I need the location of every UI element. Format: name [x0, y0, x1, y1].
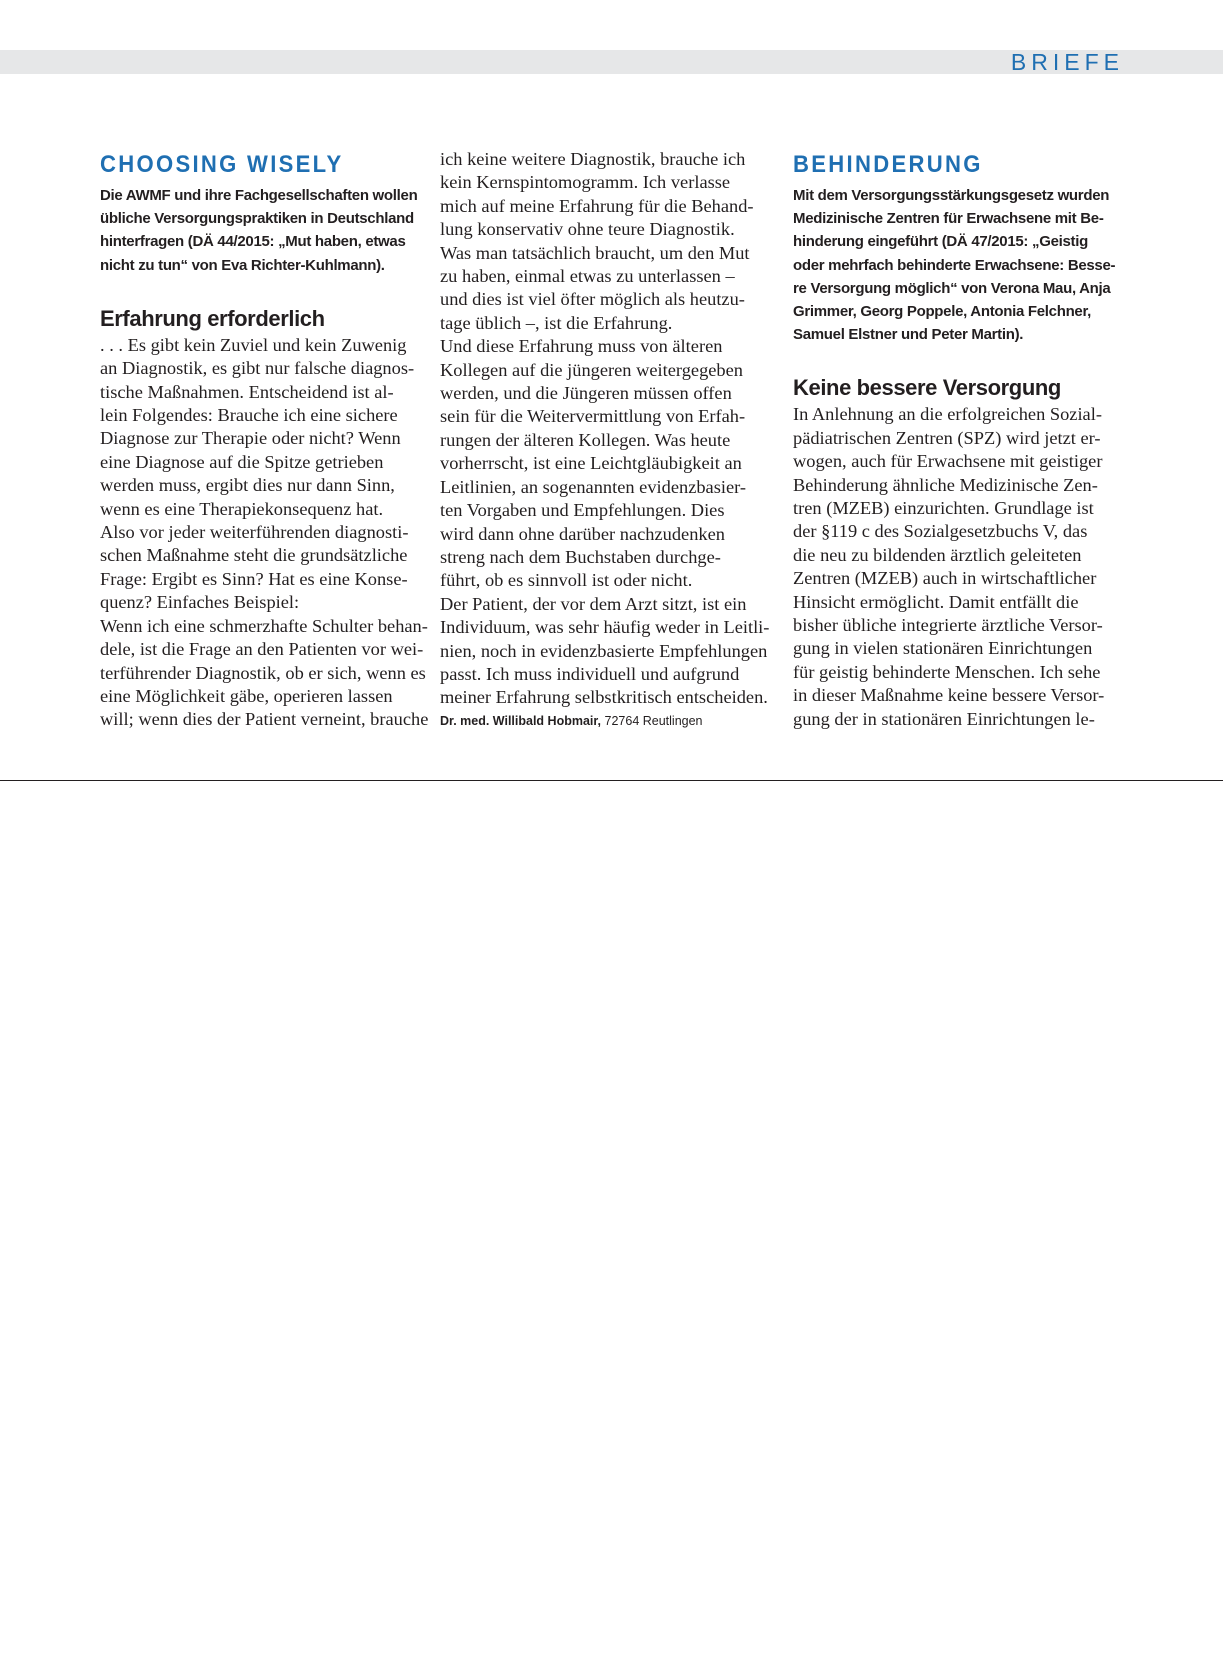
body-line: Leitlinien, an sogenannten evidenzbasier- — [440, 476, 747, 497]
body-line: Hinsicht ermöglicht. Damit entfällt die — [793, 591, 1079, 612]
body-line: tren (MZEB) einzurichten. Grundlage ist — [793, 498, 1094, 519]
body-line: Und diese Erfahrung muss von älteren — [440, 336, 723, 357]
body-line: Diagnose zur Therapie oder nicht? Wenn — [100, 428, 401, 449]
letter-headline-versorgung: Keine bessere Versorgung — [793, 375, 1061, 401]
body-line: eine Möglichkeit gäbe, operieren lassen — [100, 685, 393, 706]
body-line: streng nach dem Buchstaben durchge- — [440, 546, 721, 567]
body-line: vorherrscht, ist eine Leichtgläubigkeit an — [440, 453, 742, 474]
body-line: eine Diagnose auf die Spitze getrieben — [100, 451, 384, 472]
intro-line: re Versorgung möglich“ von Verona Mau, Anja — [793, 279, 1111, 297]
middle-column — [440, 148, 775, 732]
body-line: tische Maßnahmen. Entscheidend ist al- — [100, 381, 394, 402]
body-line: wogen, auch für Erwachsene mit geistiger — [793, 451, 1103, 472]
body-line: ten Vorgaben und Empfehlungen. Dies — [440, 500, 725, 521]
body-line: gung der in stationären Einrichtungen le- — [793, 708, 1095, 729]
letter-headline-erfahrung: Erfahrung erforderlich — [100, 305, 325, 331]
intro-line: oder mehrfach behinderte Erwachsene: Besse- — [793, 256, 1116, 274]
body-line: Was man tatsächlich braucht, um den Mut — [440, 242, 750, 263]
intro-line: Grimmer, Georg Poppele, Antonia Felchner, — [793, 303, 1092, 321]
topic-heading-behinderung: BEHINDERUNG — [793, 151, 983, 178]
body-line: kein Kernspintomogramm. Ich verlasse — [440, 172, 731, 193]
body-line: passt. Ich muss individuell und aufgrund — [440, 663, 740, 684]
author-signature — [440, 710, 775, 732]
left-body — [100, 334, 430, 732]
body-line: in dieser Maßnahme keine bessere Versor- — [793, 685, 1105, 706]
intro-line: Mit dem Versorgungsstärkungsgesetz wurden — [793, 187, 1110, 204]
intro-line: hinterfragen (DÄ 44/2015: „Mut haben, etwas — [100, 233, 406, 251]
left-column — [100, 148, 430, 732]
body-line: Behinderung ähnliche Medizinische Zen- — [793, 474, 1098, 495]
body-line: Zentren (MZEB) auch in wirtschaftlicher — [793, 568, 1097, 589]
right-body — [793, 403, 1123, 731]
body-line: für geistig behinderte Menschen. Ich sehe — [793, 661, 1101, 682]
intro-line: Samuel Elstner und Peter Martin). — [793, 326, 1024, 344]
body-line: wenn es eine Therapiekonsequenz hat. — [100, 498, 384, 519]
body-line: werden muss, ergibt dies nur dann Sinn, — [100, 475, 395, 496]
body-line: die neu zu bildenden ärztlich geleiteten — [793, 544, 1082, 565]
section-label: BRIEFE — [1010, 49, 1124, 75]
body-line: nien, noch in evidenzbasierte Empfehlungen — [440, 640, 768, 661]
intro-line: übliche Versorgungspraktiken in Deutschland — [100, 210, 414, 228]
body-line: schen Maßnahme steht die grundsätzliche — [100, 545, 408, 566]
body-line: pädiatrischen Zentren (SPZ) wird jetzt er- — [793, 427, 1101, 448]
body-line: ich keine weitere Diagnostik, brauche ich — [440, 149, 746, 169]
body-line: Also vor jeder weiterführenden diagnosti- — [100, 522, 409, 543]
intro-line: Die AWMF und ihre Fachgesellschaften wollen — [100, 187, 418, 204]
body-line: will; wenn dies der Patient verneint, brauche — [100, 709, 429, 730]
intro-line: nicht zu tun“ von Eva Richter-Kuhlmann). — [100, 256, 385, 274]
body-line: . . . Es gibt kein Zuviel und kein Zuwenig — [100, 334, 407, 355]
right-intro — [793, 184, 1123, 346]
body-line: lein Folgendes: Brauche ich eine sichere — [100, 405, 398, 426]
body-line: zu haben, einmal etwas zu unterlassen – — [440, 266, 735, 287]
body-line: der §119 c des Sozialgesetzbuchs V, das — [793, 521, 1088, 542]
body-line: werden, und die Jüngeren müssen offen — [440, 383, 732, 404]
author-place: 72764 Reutlingen — [604, 713, 703, 728]
body-line: mich auf meine Erfahrung für die Behand- — [440, 195, 754, 216]
body-line: Wenn ich eine schmerzhafte Schulter behan- — [100, 615, 428, 636]
bottom-rule — [0, 780, 1223, 781]
author-name: Dr. med. Willibald Hobmair, — [440, 713, 602, 728]
body-line: und dies ist viel öfter möglich als heutzu- — [440, 289, 745, 310]
body-line: bisher übliche integrierte ärztliche Versor- — [793, 615, 1103, 636]
body-line: Frage: Ergibt es Sinn? Hat es eine Konse- — [100, 568, 408, 589]
body-line: Individuum, was sehr häufig weder in Leitli- — [440, 617, 770, 638]
body-line: führt, ob es sinnvoll ist oder nicht. — [440, 570, 693, 591]
body-line: In Anlehnung an die erfolgreichen Sozial- — [793, 404, 1102, 425]
body-line: terführender Diagnostik, ob er sich, wenn es — [100, 662, 426, 683]
body-line: rungen der älteren Kollegen. Was heute — [440, 429, 731, 450]
body-line: an Diagnostik, es gibt nur falsche diagnos- — [100, 358, 415, 379]
body-line: lung konservativ ohne teure Diagnostik. — [440, 219, 735, 240]
body-line: quenz? Einfaches Beispiel: — [100, 592, 300, 613]
body-line: tage üblich –, ist die Erfahrung. — [440, 312, 673, 333]
body-line: dele, ist die Frage an den Patienten vor wei- — [100, 639, 424, 660]
left-intro — [100, 184, 430, 277]
body-line: gung in vielen stationären Einrichtungen — [793, 638, 1093, 659]
middle-body — [440, 148, 775, 710]
body-line: Der Patient, der vor dem Arzt sitzt, ist ein — [440, 593, 747, 614]
intro-line: hinderung eingeführt (DÄ 47/2015: „Geistig — [793, 233, 1088, 251]
body-line: wird dann ohne darüber nachzudenken — [440, 523, 725, 544]
intro-line: Medizinische Zentren für Erwachsene mit Be- — [793, 210, 1104, 228]
right-column — [793, 148, 1123, 731]
body-line: meiner Erfahrung selbstkritisch entscheiden. — [440, 687, 768, 708]
topic-heading-choosing-wisely: CHOOSING WISELY — [100, 151, 344, 178]
body-line: Kollegen auf die jüngeren weitergegeben — [440, 359, 743, 380]
body-line: sein für die Weitervermittlung von Erfah- — [440, 406, 746, 427]
